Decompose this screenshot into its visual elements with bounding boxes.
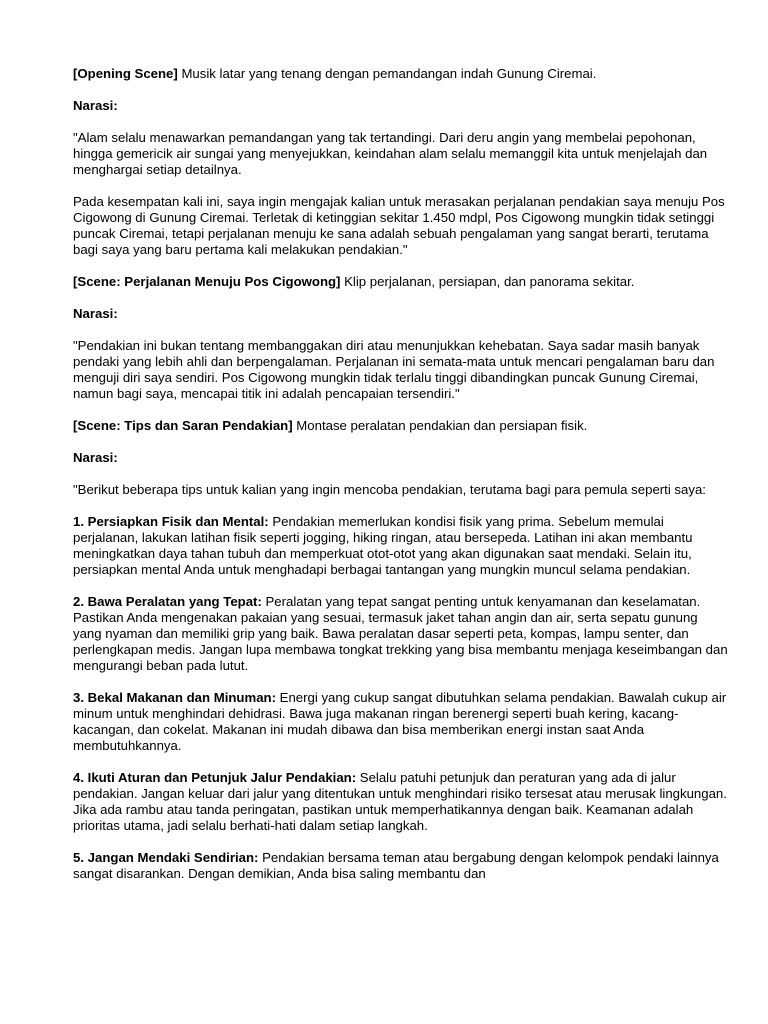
paragraph-narasi-label [73,306,728,322]
paragraph-narasi-label [73,98,728,114]
paragraph-body [73,194,728,258]
tip-heading: 4. Ikuti Aturan dan Petunjuk Jalur Pendakian: [73,770,357,785]
tip-heading: 1. Persiapkan Fisik dan Mental: [73,514,269,529]
tip-text: Peralatan yang tepat sangat penting untuk kenyamanan dan keselamatan. Pastikan Anda mengenakan pakaian yang sesuai, termasuk jaket tahan angin dan air, serta sepatu gunung yang nyaman dan memiliki grip yang baik. Bawa peralatan dasar seperti peta, kompas, lampu senter, dan perlengkapan medis. Jangan lupa membawa tongkat trekking yang bisa membantu menjaga keseimbangan dan mengurangi beban pada lutut. [73,594,728,673]
tip-text: Selalu patuhi petunjuk dan peraturan yang ada di jalur pendakian. Jangan keluar dari jalur yang ditentukan untuk menghindari risiko tersesat atau merusak lingkungan. Jika ada rambu atau tanda peringatan, pastikan untuk memperhatikannya dengan baik. Keamanan adalah prioritas utama, jadi selalu berhati-hati dalam setiap langkah. [73,770,727,833]
paragraph-text: Montase peralatan pendakian dan persiapan fisik. [292,418,588,433]
tip-heading: 3. Bekal Makanan dan Minuman: [73,690,276,705]
paragraph-narasi-label [73,450,728,466]
tip-text: Pendakian memerlukan kondisi fisik yang prima. Sebelum memulai perjalanan, lakukan latihan fisik seperti jogging, hiking ringan, atau bersepeda. Latihan ini akan membantu meningkatkan daya tahan tubuh dan memperkuat otot-otot yang akan digunakan saat mendaki. Selain itu, persiapkan mental Anda untuk menghadapi berbagai tantangan yang mungkin muncul selama pendakian. [73,514,693,577]
paragraph-text: Pada kesempatan kali ini, saya ingin mengajak kalian untuk merasakan perjalanan pendakian saya menuju Pos Cigowong di Gunung Ciremai. Terletak di ketinggian sekitar 1.450 mdpl, Pos Cigowong mungkin tidak setinggi puncak Ciremai, tetapi perjalanan menuju ke sana adalah sebuah pengalaman yang sangat berarti, terutama bagi saya yang baru pertama kali melakukan pendakian." [73,194,725,257]
paragraph-text: Klip perjalanan, persiapan, dan panorama sekitar. [340,274,635,289]
tip-item-1 [73,514,728,578]
paragraph-text: "Pendakian ini bukan tentang membanggakan diri atau menunjukkan kehebatan. Saya sadar masih banyak pendaki yang lebih ahli dan berpengalaman. Perjalanan ini semata-mata untuk mencari pengalaman baru dan menguji diri saya sendiri. Pos Cigowong mungkin tidak terlalu tinggi dibandingkan puncak Gunung Ciremai, namun bagi saya, mencapai titik ini adalah pencapaian tersendiri." [73,338,715,401]
paragraph-opening-scene [73,66,728,82]
paragraph-text: "Berikut beberapa tips untuk kalian yang ingin mencoba pendakian, terutama bagi para pemula seperti saya: [73,482,706,497]
paragraph-body [73,338,728,402]
tip-heading: 5. Jangan Mendaki Sendirian: [73,850,259,865]
tip-item-2 [73,594,728,674]
narasi-label: Narasi: [73,450,118,465]
tip-text: Pendakian bersama teman atau bergabung dengan kelompok pendaki lainnya sangat disarankan. Dengan demikian, Anda bisa saling membantu dan [73,850,719,881]
paragraph-body [73,130,728,178]
scene-heading: [Opening Scene] [73,66,178,81]
tip-item-5 [73,850,728,882]
scene-heading: [Scene: Tips dan Saran Pendakian] [73,418,293,433]
paragraph-body [73,482,728,498]
tip-heading: 2. Bawa Peralatan yang Tepat: [73,594,262,609]
paragraph-scene-tips [73,418,728,434]
paragraph-text: "Alam selalu menawarkan pemandangan yang tak tertandingi. Dari deru angin yang membelai pepohonan, hingga gemericik air sungai yang menyejukkan, keindahan alam selalu memanggil kita untuk menjelajah dan menghargai setiap detailnya. [73,130,708,177]
paragraph-scene-perjalanan [73,274,728,290]
tip-item-3 [73,690,728,754]
tip-text: Energi yang cukup sangat dibutuhkan selama pendakian. Bawalah cukup air minum untuk menghindari dehidrasi. Bawa juga makanan ringan berenergi seperti buah kering, kacang-kacangan, dan cokelat. Makanan ini mudah dibawa dan bisa memberikan energi instan saat Anda membutuhkannya. [73,690,727,753]
narasi-label: Narasi: [73,306,118,321]
tip-item-4 [73,770,728,834]
narasi-label: Narasi: [73,98,118,113]
scene-heading: [Scene: Perjalanan Menuju Pos Cigowong] [73,274,341,289]
paragraph-text: Musik latar yang tenang dengan pemandangan indah Gunung Ciremai. [177,66,597,81]
